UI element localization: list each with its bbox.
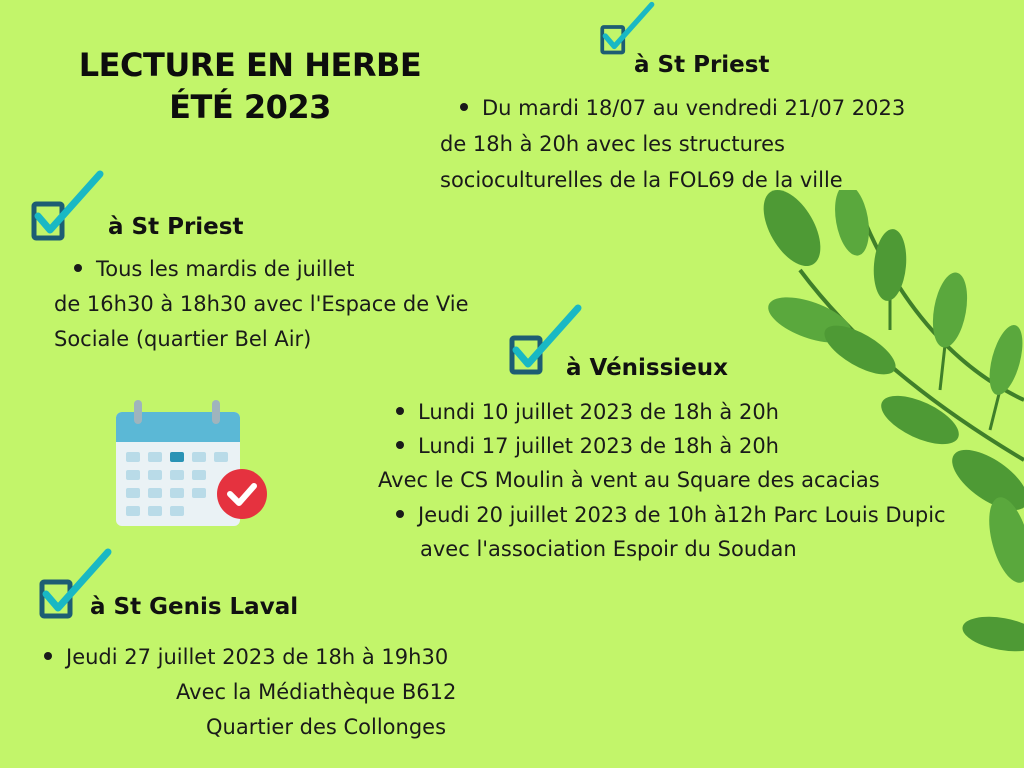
venissieux-bullet-2 [396, 434, 779, 458]
venissieux-line-3: Avec le CS Moulin à vent au Square des acacias [378, 468, 880, 492]
priest2-bullet-text: Tous les mardis de juillet [96, 257, 355, 281]
heading-st-genis-laval: à St Genis Laval [90, 594, 299, 620]
bullet-dot [74, 264, 82, 272]
genis-line-2: Avec la Médiathèque B612 [176, 680, 457, 704]
genis-bullet [44, 645, 448, 669]
bullet-dot [396, 441, 404, 449]
priest1-bullet-text: Du mardi 18/07 au vendredi 21/07 2023 [482, 96, 906, 120]
venissieux-bullet-1 [396, 400, 779, 424]
priest2-bullet [74, 257, 355, 281]
bullet-dot [460, 103, 468, 111]
title-line-1: LECTURE EN HERBE [78, 46, 422, 84]
heading-st-priest-2: à St Priest [108, 214, 244, 240]
bullet-dot [396, 510, 404, 518]
genis-line-3: Quartier des Collonges [206, 715, 447, 739]
title-line-2: ÉTÉ 2023 [169, 88, 331, 126]
priest1-bullet [460, 96, 905, 120]
page-title [60, 44, 440, 128]
venissieux-bullet-1-text: Lundi 10 juillet 2023 de 18h à 20h [418, 400, 779, 424]
venissieux-bullet-2-text: Lundi 17 juillet 2023 de 18h à 20h [418, 434, 779, 458]
venissieux-bullet-3-text: Jeudi 20 juillet 2023 de 10h à12h Parc Louis Dupic [418, 503, 946, 527]
checkbox-icon [588, 0, 666, 60]
priest2-line-2: de 16h30 à 18h30 avec l'Espace de Vie [54, 292, 469, 316]
bullet-dot [44, 652, 52, 660]
priest1-line-3: socioculturelles de la FOL69 de la ville [440, 168, 843, 192]
heading-st-priest-1: à St Priest [634, 52, 770, 78]
checkbox-icon [28, 168, 106, 248]
priest2-line-3: Sociale (quartier Bel Air) [54, 327, 312, 351]
heading-venissieux: à Vénissieux [566, 355, 728, 381]
bullet-dot [396, 407, 404, 415]
calendar-icon [112, 398, 268, 530]
leaves-illustration [740, 190, 1024, 670]
venissieux-line-5: avec l'association Espoir du Soudan [420, 537, 797, 561]
genis-bullet-text: Jeudi 27 juillet 2023 de 18h à 19h30 [66, 645, 449, 669]
priest1-line-2: de 18h à 20h avec les structures [440, 132, 785, 156]
